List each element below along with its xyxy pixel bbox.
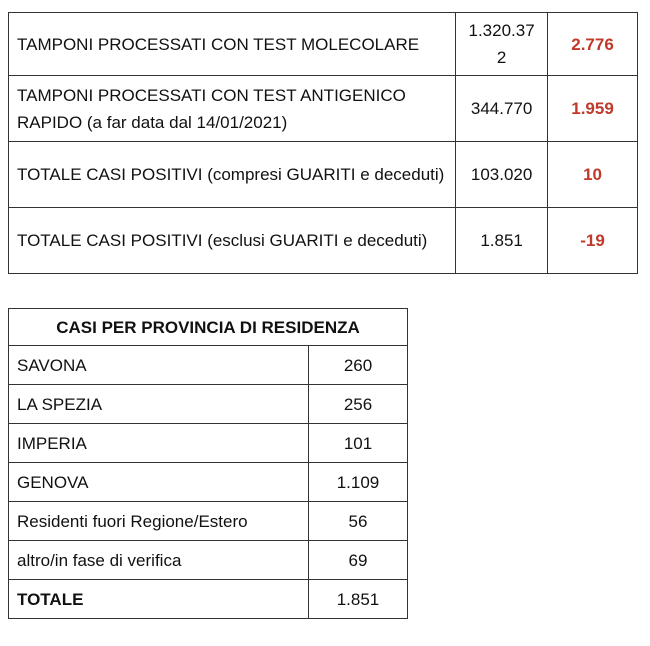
province-value: 260 bbox=[309, 346, 408, 385]
province-total-row bbox=[9, 580, 408, 619]
summary-row-molecular bbox=[9, 13, 638, 76]
province-name: LA SPEZIA bbox=[9, 385, 309, 424]
province-row bbox=[9, 385, 408, 424]
province-row bbox=[9, 463, 408, 502]
province-value: 56 bbox=[309, 502, 408, 541]
summary-value: 103.020 bbox=[456, 142, 548, 208]
summary-row-total-positive-excl bbox=[9, 208, 638, 274]
province-value: 256 bbox=[309, 385, 408, 424]
summary-value: 1.320.372 bbox=[456, 13, 548, 76]
province-row bbox=[9, 541, 408, 580]
summary-row-total-positive-incl bbox=[9, 142, 638, 208]
summary-label: TAMPONI PROCESSATI CON TEST ANTIGENICO RAPIDO (a far data dal 14/01/2021) bbox=[9, 76, 456, 142]
province-name: SAVONA bbox=[9, 346, 309, 385]
summary-value: 1.851 bbox=[456, 208, 548, 274]
summary-label: TOTALE CASI POSITIVI (compresi GUARITI e deceduti) bbox=[9, 142, 456, 208]
province-name: altro/in fase di verifica bbox=[9, 541, 309, 580]
province-table bbox=[8, 308, 408, 619]
summary-label: TOTALE CASI POSITIVI (esclusi GUARITI e deceduti) bbox=[9, 208, 456, 274]
province-value: 69 bbox=[309, 541, 408, 580]
summary-delta: 10 bbox=[548, 142, 638, 208]
summary-value: 344.770 bbox=[456, 76, 548, 142]
province-value: 1.109 bbox=[309, 463, 408, 502]
province-name: GENOVA bbox=[9, 463, 309, 502]
province-row bbox=[9, 502, 408, 541]
province-name: Residenti fuori Regione/Estero bbox=[9, 502, 309, 541]
province-row bbox=[9, 424, 408, 463]
province-row bbox=[9, 346, 408, 385]
summary-delta: 1.959 bbox=[548, 76, 638, 142]
summary-table bbox=[8, 12, 638, 274]
summary-delta: 2.776 bbox=[548, 13, 638, 76]
province-name: IMPERIA bbox=[9, 424, 309, 463]
province-total-value: 1.851 bbox=[309, 580, 408, 619]
summary-label: TAMPONI PROCESSATI CON TEST MOLECOLARE bbox=[9, 13, 456, 76]
province-table-title: CASI PER PROVINCIA DI RESIDENZA bbox=[9, 309, 408, 346]
province-value: 101 bbox=[309, 424, 408, 463]
summary-row-antigen bbox=[9, 76, 638, 142]
province-header-row bbox=[9, 309, 408, 346]
province-total-label: TOTALE bbox=[9, 580, 309, 619]
summary-delta: -19 bbox=[548, 208, 638, 274]
